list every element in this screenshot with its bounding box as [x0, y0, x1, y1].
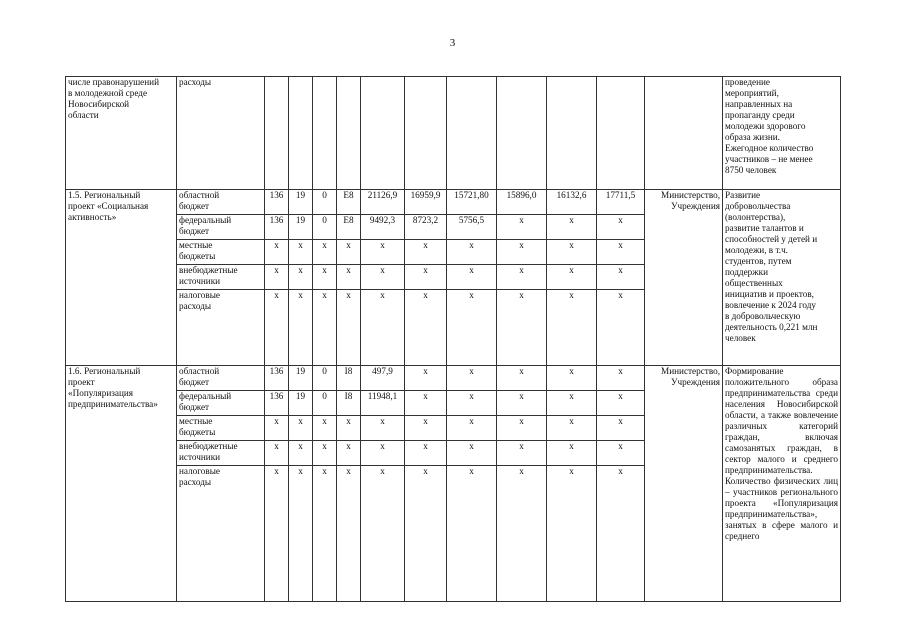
funding-source-cell: внебюджетные источники: [177, 441, 265, 466]
value-cell: 497,9: [361, 366, 405, 391]
code-cell: x: [289, 466, 313, 602]
code-cell: x: [337, 290, 361, 366]
value-cell: x: [497, 416, 547, 441]
value-cell: x: [361, 466, 405, 602]
table-row: [66, 77, 841, 190]
value-cell: x: [361, 265, 405, 290]
value-cell: x: [405, 416, 447, 441]
value-cell: x: [497, 391, 547, 416]
value-cell: x: [497, 366, 547, 391]
value-cell: x: [547, 366, 597, 391]
code-cell: 136: [265, 190, 289, 215]
code-cell: 0: [313, 190, 337, 215]
code-cell: 19: [289, 366, 313, 391]
funding-source-cell: местные бюджеты: [177, 416, 265, 441]
table-row: [66, 366, 841, 391]
funding-source-cell: федеральный бюджет: [177, 215, 265, 240]
value-cell: x: [497, 441, 547, 466]
value-cell: 11948,1: [361, 391, 405, 416]
value-cell: x: [447, 441, 497, 466]
value-cell: x: [547, 441, 597, 466]
value-cell: x: [597, 416, 645, 441]
code-cell: x: [337, 416, 361, 441]
value-cell: x: [497, 215, 547, 240]
value-cell: x: [547, 391, 597, 416]
code-cell: x: [289, 240, 313, 265]
value-cell: x: [447, 466, 497, 602]
value-cell: 15896,0: [497, 190, 547, 215]
value-cell: x: [405, 391, 447, 416]
code-cell: I8: [337, 391, 361, 416]
value-cell: x: [447, 240, 497, 265]
code-cell: x: [313, 441, 337, 466]
value-cell: x: [497, 240, 547, 265]
value-cell: x: [547, 290, 597, 366]
result-cell: проведение мероприятий, направленных на пропаганду среди молодежи здорового образа жизни. Ежегодное количество участников – не менее 8750 человек: [723, 77, 841, 190]
value-cell: x: [597, 366, 645, 391]
value-cell: x: [597, 466, 645, 602]
code-cell: x: [265, 265, 289, 290]
code-cell: 136: [265, 215, 289, 240]
code-cell: x: [313, 265, 337, 290]
value-cell: x: [547, 416, 597, 441]
value-cell: x: [447, 290, 497, 366]
value-cell: x: [405, 466, 447, 602]
result-cell: Формирование положительного образа предпринимательства среди населения Новосибирской области, а также вовлечение различных категорий граждан, включая самозанятых граждан, в сектор малого и среднего предпринимательства. Количество физических лиц – участников регионального проекта «Популяризация предпринимательства», занятых в сфере малого и среднего: [723, 366, 841, 602]
code-cell: x: [289, 290, 313, 366]
value-cell: 16959,9: [405, 190, 447, 215]
code-cell: I8: [337, 366, 361, 391]
funding-source-cell: внебюджетные источники: [177, 265, 265, 290]
code-cell: 0: [313, 391, 337, 416]
value-cell: x: [447, 391, 497, 416]
value-cell: x: [361, 290, 405, 366]
value-cell: 8723,2: [405, 215, 447, 240]
value-cell: x: [597, 240, 645, 265]
value-cell: x: [597, 441, 645, 466]
code-cell: 0: [313, 366, 337, 391]
result-cell: Развитие добровольчества (волонтерства), развитие талантов и способностей у детей и молодежи, в т.ч. студентов, путем поддержки общественных инициатив и проектов, вовлечение к 2024 году в добровольческую деятельность 0,221 млн человек: [723, 190, 841, 366]
code-cell: E8: [337, 215, 361, 240]
code-cell: 136: [265, 391, 289, 416]
code-cell: x: [289, 265, 313, 290]
code-cell: x: [337, 441, 361, 466]
code-cell: E8: [337, 190, 361, 215]
code-cell: x: [313, 466, 337, 602]
value-cell: 21126,9: [361, 190, 405, 215]
value-cell: x: [405, 441, 447, 466]
value-cell: 9492,3: [361, 215, 405, 240]
code-cell: x: [313, 416, 337, 441]
code-cell: x: [289, 416, 313, 441]
value-cell: x: [405, 290, 447, 366]
value-cell: x: [497, 265, 547, 290]
value-cell: x: [547, 215, 597, 240]
code-cell: x: [337, 240, 361, 265]
value-cell: x: [447, 265, 497, 290]
code-cell: x: [289, 441, 313, 466]
value-cell: x: [547, 240, 597, 265]
code-cell: 19: [289, 215, 313, 240]
code-cell: x: [265, 466, 289, 602]
funding-source-cell: областной бюджет: [177, 366, 265, 391]
value-cell: x: [447, 416, 497, 441]
code-cell: 0: [313, 215, 337, 240]
code-cell: x: [313, 290, 337, 366]
page-number: 3: [449, 37, 456, 49]
funding-source-cell: областной бюджет: [177, 190, 265, 215]
value-cell: 15721,80: [447, 190, 497, 215]
value-cell: x: [597, 391, 645, 416]
funding-source-cell: федеральный бюджет: [177, 391, 265, 416]
executor-cell: Министерство, Учреждения: [645, 366, 723, 602]
measure-name-cell: 1.5. Региональный проект «Социальная активность»: [66, 190, 177, 366]
code-cell: 136: [265, 366, 289, 391]
code-cell: x: [265, 290, 289, 366]
code-cell: 19: [289, 190, 313, 215]
executor-cell: Министерство, Учреждения: [645, 190, 723, 366]
value-cell: x: [361, 441, 405, 466]
code-cell: x: [265, 240, 289, 265]
value-cell: x: [497, 290, 547, 366]
code-cell: x: [313, 240, 337, 265]
code-cell: x: [337, 466, 361, 602]
value-cell: 5756,5: [447, 215, 497, 240]
program-table: [65, 76, 841, 602]
value-cell: x: [405, 366, 447, 391]
value-cell: x: [597, 290, 645, 366]
value-cell: x: [547, 265, 597, 290]
value-cell: x: [597, 265, 645, 290]
value-cell: x: [447, 366, 497, 391]
funding-source-cell: налоговые расходы: [177, 290, 265, 366]
funding-source-cell: расходы: [177, 77, 265, 190]
value-cell: x: [405, 240, 447, 265]
value-cell: 17711,5: [597, 190, 645, 215]
code-cell: x: [337, 265, 361, 290]
value-cell: x: [361, 416, 405, 441]
value-cell: x: [361, 240, 405, 265]
value-cell: x: [497, 466, 547, 602]
measure-name-cell: числе правонарушений в молодежной среде Новосибирской области: [66, 77, 177, 190]
funding-source-cell: налоговые расходы: [177, 466, 265, 602]
value-cell: x: [405, 265, 447, 290]
measure-name-cell: 1.6. Региональный проект «Популяризация предпринимательства»: [66, 366, 177, 602]
value-cell: x: [597, 215, 645, 240]
code-cell: x: [265, 416, 289, 441]
code-cell: 19: [289, 391, 313, 416]
value-cell: x: [547, 466, 597, 602]
code-cell: x: [265, 441, 289, 466]
funding-source-cell: местные бюджеты: [177, 240, 265, 265]
value-cell: 16132,6: [547, 190, 597, 215]
table-row: [66, 190, 841, 215]
